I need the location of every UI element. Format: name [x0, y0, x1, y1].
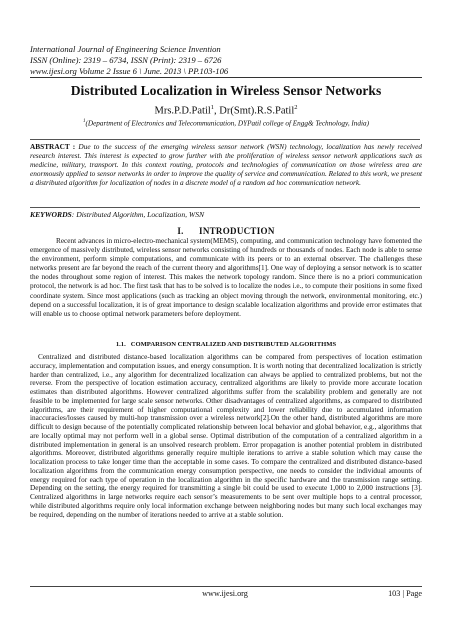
journal-name: International Journal of Engineering Science Invention [30, 44, 221, 54]
journal-issn: ISSN (Online): 2319 – 6734, ISSN (Print): 2319 – 6726 [30, 55, 222, 65]
introduction-paragraph: Recent advances in micro-electro-mechanical system(MEMS), computing, and communication technology have fomented the emergence of massively distributed, wireless sensor networks consisting of hundreds or thousands of nodes. Each node is able to sense the environment, perform simple computations, and communicate with its peers or to an external observer. The challenges these networks present are far beyond the reach of the current theory and algorithms[1]. One way of deploying a sensor network is to scatter the nodes throughout some region of interest. This makes the network topology random. Since there is no a priori communication protocol, the network is ad hoc. The first task that has to be solved is to localize the nodes i.e., to compute their positions in some fixed coordinate system. Since most applications (such as tracking an object moving through the network, environmental monitoring, etc.) depend on a successful localization, it is of great importance to design scalable localization algorithms and provide error estimates that will enable us to choose optimal network parameters before deployment. [30, 237, 422, 318]
author-1: Mrs.P.D.Patil [154, 105, 211, 117]
journal-header [30, 44, 422, 77]
section-heading-introduction: I. INTRODUCTION [177, 226, 275, 236]
keywords-label: KEYWORDS [30, 210, 72, 219]
author-2: Dr(Smt).R.S.Patil [219, 105, 295, 117]
keywords [30, 210, 422, 219]
paper-title: Distributed Localization in Wireless Sensor Networks [70, 83, 382, 98]
journal-volume: www.ijesi.org Volume 2 Issue 6 \ June. 2013 \ PP.103-106 [30, 66, 229, 76]
footer-rule [30, 586, 422, 587]
keywords-text: : Distributed Algorithm, Localization, WSN [71, 210, 205, 219]
author-separator: , [214, 105, 220, 117]
affiliation-sup: 1 [83, 119, 86, 124]
footer-page-number: 103 | Page [388, 589, 422, 598]
footer-url: www.ijesi.org [202, 589, 248, 598]
abstract [30, 142, 422, 187]
affiliation [30, 119, 422, 127]
authors-line [30, 104, 422, 117]
author-1-sup: 1 [210, 104, 215, 111]
abstract-label: ABSTRACT : [30, 142, 76, 151]
author-2-sup: 2 [294, 104, 298, 111]
comparison-paragraph: Centralized and distributed distance-based localization algorithms can be compared from perspectives of location estimation accuracy, implementation and computation issues, and energy consumption. It is worth noting that decentralized localization is strictly harder than centralized, i.e., any algorithm for decentralized localization can always be applied to centralized problems, but not the reverse. From the perspective of location estimation accuracy, centralized algorithms are likely to provide more accurate location estimates than distributed algorithms. However centralized algorithms suffer from the scalability problem and generally are not feasible to be implemented for large scale sensor networks. Other disadvantages of centralized algorithms, as compared to distributed algorithms, are their requirement of higher computational complexity and lower reliability due to accumulated information inaccuracies/losses caused by multi-hop transmission over a wireless network[2].On the other hand, distributed algorithms are more difficult to design because of the potentially complicated relationship between local behavior and global behavior, e.g., algorithms that are locally optimal may not perform well in a global sense. Optimal distribution of the computation of a centralized algorithm in a distributed implementation in general is an unsolved research problem. Error propagation is another potential problem in distributed algorithms. Moreover, distributed algorithms generally require multiple iterations to arrive a stable solution which may cause the localization process to take longer time than the acceptable in some cases. To compare the centralized and distributed distance-based localization algorithms from the communication energy consumption perspective, one needs to consider the individual amounts of energy required for each type of operation in the localization algorithm in the specific hardware and the transmission range setting. Depending on the setting, the energy required for transmitting a single bit could be used to execute 1,000 to 2,000 instructions [3]. Centralized algorithms in large networks require each sensor’s measurements to be sent over multiple hops to a central processor, while distributed algorithms require only local information exchange between neighboring nodes but many such local exchanges may be required, depending on the number of iterations needed to arrive at a stable solution. [30, 353, 422, 519]
abstract-text: Due to the success of the emerging wireless sensor network (WSN) technology, localization has newly received research interest. This interest is expected to grow further with the proliferation of wireless sensor network applications such as medicine, military, transport. In this context routing, protocols and technologies of communication on those wireless area are enormously applied to sensor networks in order to improve the quality of service and communication. Related to this work, we present a distributed algorithm for localization of nodes in a discrete model of a random ad hoc communication network. [30, 142, 422, 187]
subsection-heading-comparison: 1.1. COMPARISON CENTRALIZED AND DISTRIBUTED ALGORITHMS [115, 341, 337, 348]
header-rule [30, 77, 422, 78]
affiliation-text: (Department of Electronics and Telecommunication, DYPatil college of Engg& Technology, India) [85, 119, 369, 128]
